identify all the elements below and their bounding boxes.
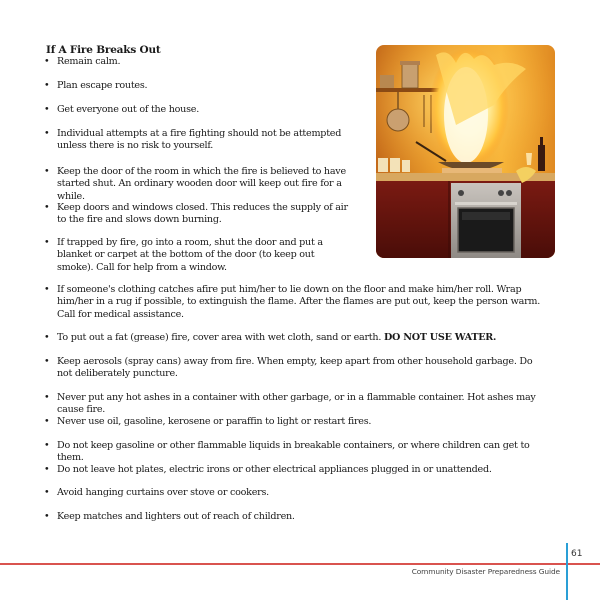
bullet-icon: • xyxy=(44,511,50,522)
list-item xyxy=(44,166,349,203)
bullet-icon: • xyxy=(44,356,50,367)
bullet-icon: • xyxy=(44,166,50,177)
list-item-text: If someone's clothing catches afire put him/her to lie down on the floor and make him/her roll. Wrap him/her in a rug if possible, to extinguish the flame. After the flames are put out, keep the person warm. Call for medical assistance. xyxy=(57,284,541,320)
list-item xyxy=(44,202,349,227)
bullet-icon: • xyxy=(44,104,50,115)
list-item xyxy=(44,464,544,476)
list-item-text: Never use oil, gasoline, kerosene or paraffin to light or restart fires. xyxy=(57,416,372,427)
list-item xyxy=(44,128,349,153)
kitchen-fire-photo xyxy=(376,45,555,258)
list-item xyxy=(44,284,544,321)
warning-emphasis: DO NOT USE WATER. xyxy=(383,332,497,343)
bullet-icon: • xyxy=(44,80,50,91)
list-item-text: Do not leave hot plates, electric irons or other electrical appliances plugged in or unattended. xyxy=(57,464,492,475)
bullet-icon: • xyxy=(44,56,50,67)
list-item-text: Remain calm. xyxy=(57,56,121,67)
list-item-text: Plan escape routes. xyxy=(57,80,148,91)
list-item xyxy=(44,237,349,274)
bullet-icon: • xyxy=(44,128,50,139)
list-item-text: Never put any hot ashes in a container with other garbage, or in a flammable container. Hot ashes may cause fire. xyxy=(57,392,536,416)
bullet-icon: • xyxy=(44,487,50,498)
list-item xyxy=(44,104,344,116)
list-item-text: Individual attempts at a fire fighting should not be attempted unless there is no risk to yourself. xyxy=(57,128,342,152)
list-item xyxy=(44,80,344,92)
list-item-text: Avoid hanging curtains over stove or cookers. xyxy=(57,487,269,498)
page-number: 61 xyxy=(571,549,583,559)
footer-divider-blue xyxy=(566,543,568,600)
list-item xyxy=(44,356,544,381)
list-item xyxy=(44,392,554,417)
bullet-icon: • xyxy=(44,237,50,248)
list-item-text: Keep aerosols (spray cans) away from fire. When empty, keep apart from other household garbage. Do not deliberately puncture. xyxy=(57,356,533,380)
list-item xyxy=(44,511,544,523)
list-item-text: Do not keep gasoline or other flammable liquids in breakable containers, or where children can get to them. xyxy=(57,440,530,464)
list-item xyxy=(44,487,544,499)
list-item-text: Keep matches and lighters out of reach of children. xyxy=(57,511,295,522)
list-item-text: To put out a fat (grease) fire, cover area with wet cloth, sand or earth. xyxy=(57,332,384,343)
list-item xyxy=(44,416,544,428)
bullet-icon: • xyxy=(44,284,50,295)
list-item xyxy=(44,440,544,465)
list-item xyxy=(44,56,344,68)
guide-title: Community Disaster Preparedness Guide xyxy=(411,567,560,576)
list-item-text: Keep the door of the room in which the fire is believed to have started shut. An ordinary wooden door will keep out fire for a while. xyxy=(57,166,346,202)
list-item-text: If trapped by fire, go into a room, shut the door and put a blanket or carpet at the bottom of the door (to keep out smoke). Call for help from a window. xyxy=(57,237,323,273)
kitchen-fire-illustration xyxy=(376,45,555,258)
list-item xyxy=(44,332,544,344)
list-item-text: Get everyone out of the house. xyxy=(57,104,199,115)
bullet-icon: • xyxy=(44,202,50,213)
footer-divider-red xyxy=(0,563,600,565)
bullet-icon: • xyxy=(44,416,50,427)
bullet-icon: • xyxy=(44,332,50,343)
list-item-text: Keep doors and windows closed. This reduces the supply of air to the fire and slows down burning. xyxy=(57,202,348,226)
section-heading: If A Fire Breaks Out xyxy=(46,44,161,56)
bullet-icon: • xyxy=(44,440,50,451)
bullet-icon: • xyxy=(44,464,50,475)
bullet-icon: • xyxy=(44,392,50,403)
